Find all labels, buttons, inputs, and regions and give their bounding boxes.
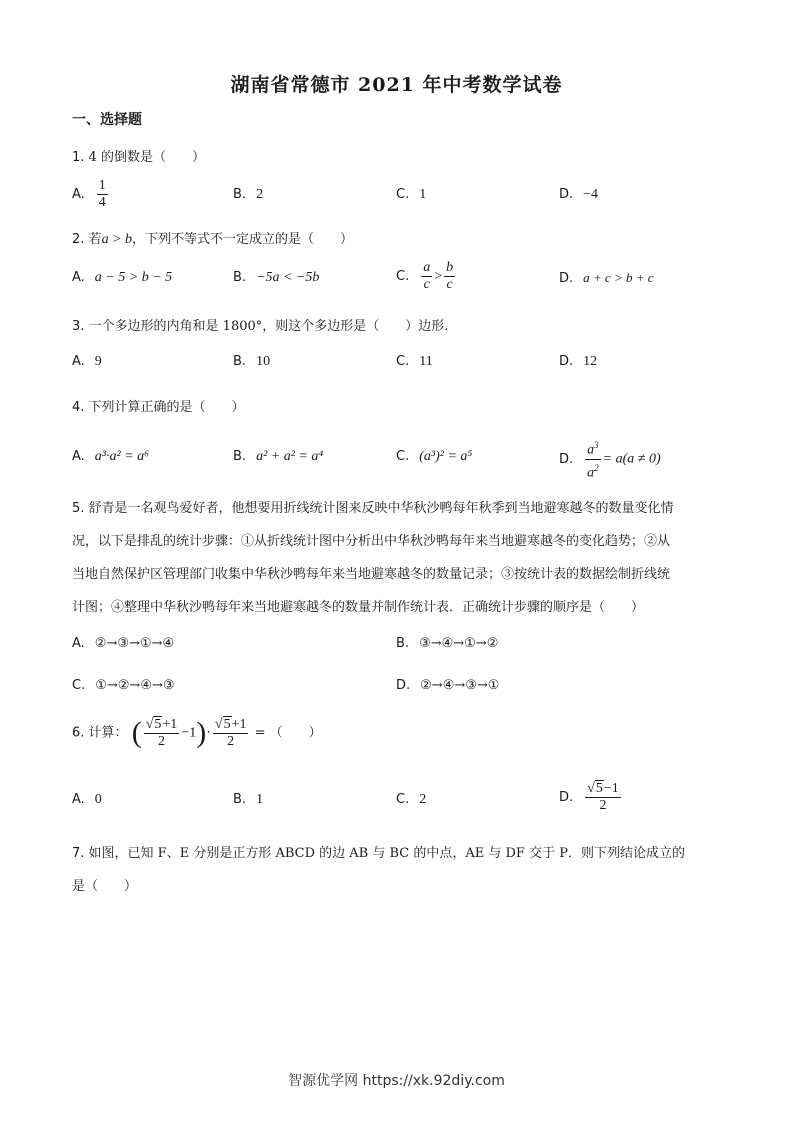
option-label: A. (72, 792, 85, 807)
q6-option-c[interactable] (396, 792, 426, 808)
question-line: 如图，已知 F、E 分别是正方形 ABCD 的边 AB 与 BC 的中点，AE 与 DF 交于 P．则下列结论成立的 (88, 846, 685, 861)
option-label: C. (72, 678, 86, 693)
option-label: B. (396, 636, 410, 651)
question-line: 舒青是一名观鸟爱好者，他想要用折线统计图来反映中华秋沙鸭每年秋季到当地避寒越冬的数量变化情 (88, 501, 674, 516)
option-label: B. (233, 449, 247, 464)
q5-option-d[interactable] (396, 678, 499, 693)
question-stem-tail: ，下列不等式不一定成立的是（ ） (132, 232, 354, 247)
q4-option-b[interactable] (233, 449, 323, 465)
question-stem: 若 (88, 232, 102, 247)
option-value: 2 (419, 792, 427, 807)
option-value: ②→③→①→④ (94, 636, 175, 651)
question-stem: 计算： (88, 725, 128, 741)
q4-option-c[interactable] (396, 449, 472, 465)
question-number: 3. (72, 319, 85, 334)
fraction: $\frac{√5+1}{2}$ (145, 716, 178, 749)
option-value: a³·a² = a⁶ (94, 449, 150, 464)
option-value: 1 (419, 187, 427, 202)
section-heading: 一、选择题 (72, 112, 142, 128)
question-stem: 一个多边形的内角和是 1800°，则这个多边形是（ ）边形. (88, 319, 449, 334)
option-label: D. (559, 271, 574, 286)
option-label: C. (396, 792, 410, 807)
fraction: $\frac{1}{4}$ (98, 178, 106, 210)
option-value: a² + a² = a⁴ (256, 449, 324, 464)
option-label: B. (233, 354, 247, 369)
q3-option-c[interactable] (396, 354, 433, 370)
question-stem: 下列计算正确的是（ ） (88, 400, 245, 415)
question-number: 1. (72, 150, 85, 165)
question-7 (72, 837, 728, 903)
option-label: A. (72, 187, 85, 202)
option-label: A. (72, 354, 85, 369)
question-line: 计图；④整理中华秋沙鸭每年来当地避寒越冬的数量并制作统计表．正确统计步骤的顺序是（ ） (72, 600, 645, 615)
q1-option-a[interactable] (72, 178, 110, 211)
option-value: 11 (419, 354, 433, 369)
question-line: 当地自然保护区管理部门收集中华秋沙鸭每年来当地避寒越冬的数量记录；③按统计表的数据绘制折线统 (72, 567, 671, 582)
option-value: 12 (583, 354, 598, 369)
option-label: D. (396, 678, 411, 693)
question-stem-tail: = （ ） (254, 725, 322, 741)
q5-option-a[interactable] (72, 636, 174, 651)
option-label: C. (396, 449, 410, 464)
q4-option-a[interactable] (72, 449, 149, 465)
option-value: a − 5 > b − 5 (94, 270, 173, 285)
question-4 (72, 396, 245, 415)
q5-option-b[interactable] (396, 636, 498, 651)
footer-watermark: 智源优学网 https://xk.92diy.com (288, 1073, 505, 1089)
option-label: B. (233, 792, 247, 807)
option-value: −4 (583, 187, 599, 202)
option-value: (a³)² = a⁵ (419, 449, 473, 464)
option-label: A. (72, 449, 85, 464)
question-line: 况，以下是排乱的统计步骤：①从折线统计图中分析出中华秋沙鸭每年来当地避寒越冬的变化趋势；②从 (72, 534, 671, 549)
option-value: −5a < −5b (256, 270, 320, 285)
q5-option-c[interactable] (72, 678, 175, 693)
option-value: 0 (94, 792, 102, 807)
option-label: B. (233, 187, 247, 202)
option-value: 10 (256, 354, 271, 369)
inline-math: a > b (101, 232, 133, 247)
option-label: A. (72, 636, 85, 651)
question-stem: 4 的倒数是（ ） (88, 150, 205, 165)
q2-option-a[interactable] (72, 270, 172, 286)
q2-option-d[interactable] (559, 270, 654, 286)
q2-option-c[interactable]: C. $\frac{a}{c}$ > $\frac{b}{c}$ (396, 260, 454, 292)
option-value: a + c > b + c (583, 270, 654, 285)
q3-option-b[interactable] (233, 354, 270, 370)
fraction: $\frac{a}{c}$ (423, 260, 431, 292)
option-value: ②→④→③→① (420, 678, 500, 693)
option-label: D. (559, 790, 574, 805)
option-label: D. (559, 451, 574, 467)
q6-option-a[interactable] (72, 792, 102, 808)
option-label: D. (559, 354, 574, 369)
option-value: 1 (256, 792, 264, 807)
question-number: 5. (72, 501, 85, 516)
q6-option-d[interactable] (559, 781, 623, 814)
option-label: C. (396, 354, 410, 369)
q3-option-d[interactable] (559, 354, 597, 370)
option-label: A. (72, 270, 85, 285)
fraction: $\frac{√5+1}{2}$ (214, 716, 247, 749)
option-value: 2 (256, 187, 264, 202)
q1-option-b[interactable] (233, 187, 263, 203)
question-3 (72, 315, 448, 334)
option-value: 9 (94, 354, 102, 369)
option-value: ③→④→①→② (419, 636, 499, 651)
q6-option-b[interactable] (233, 792, 263, 808)
question-number: 7. (72, 846, 85, 861)
option-label: D. (559, 187, 574, 202)
fraction: $\frac{a^3}{a^2}$ (585, 437, 601, 481)
page-title: 湖南省常德市 2021 年中考数学试卷 (230, 74, 563, 96)
q2-option-b[interactable] (233, 270, 319, 286)
option-label: C. (396, 269, 410, 284)
question-2 (72, 228, 353, 248)
q3-option-a[interactable] (72, 354, 102, 370)
fraction: $\frac{b}{c}$ (446, 260, 454, 292)
option-label: C. (396, 187, 410, 202)
question-number: 6. (72, 725, 85, 741)
option-label: B. (233, 270, 247, 285)
question-line: 是（ ） (72, 879, 138, 894)
question-6: 6. 计算： ( $\frac{√5+1}{2}$ −1)· $\frac{√5+1}{2}$ = （ ） (72, 716, 322, 749)
question-1 (72, 146, 205, 165)
q1-option-c[interactable] (396, 187, 426, 203)
option-value: ①→②→④→③ (95, 678, 175, 693)
q4-option-d[interactable]: D. $\frac{a^3}{a^2}$ = a(a ≠ 0) (559, 437, 661, 481)
question-number: 2. (72, 232, 85, 247)
fraction: $\frac{√5-1}{2}$ (587, 781, 619, 813)
question-5 (72, 492, 728, 624)
q1-option-d[interactable] (559, 187, 598, 203)
question-number: 4. (72, 400, 85, 415)
